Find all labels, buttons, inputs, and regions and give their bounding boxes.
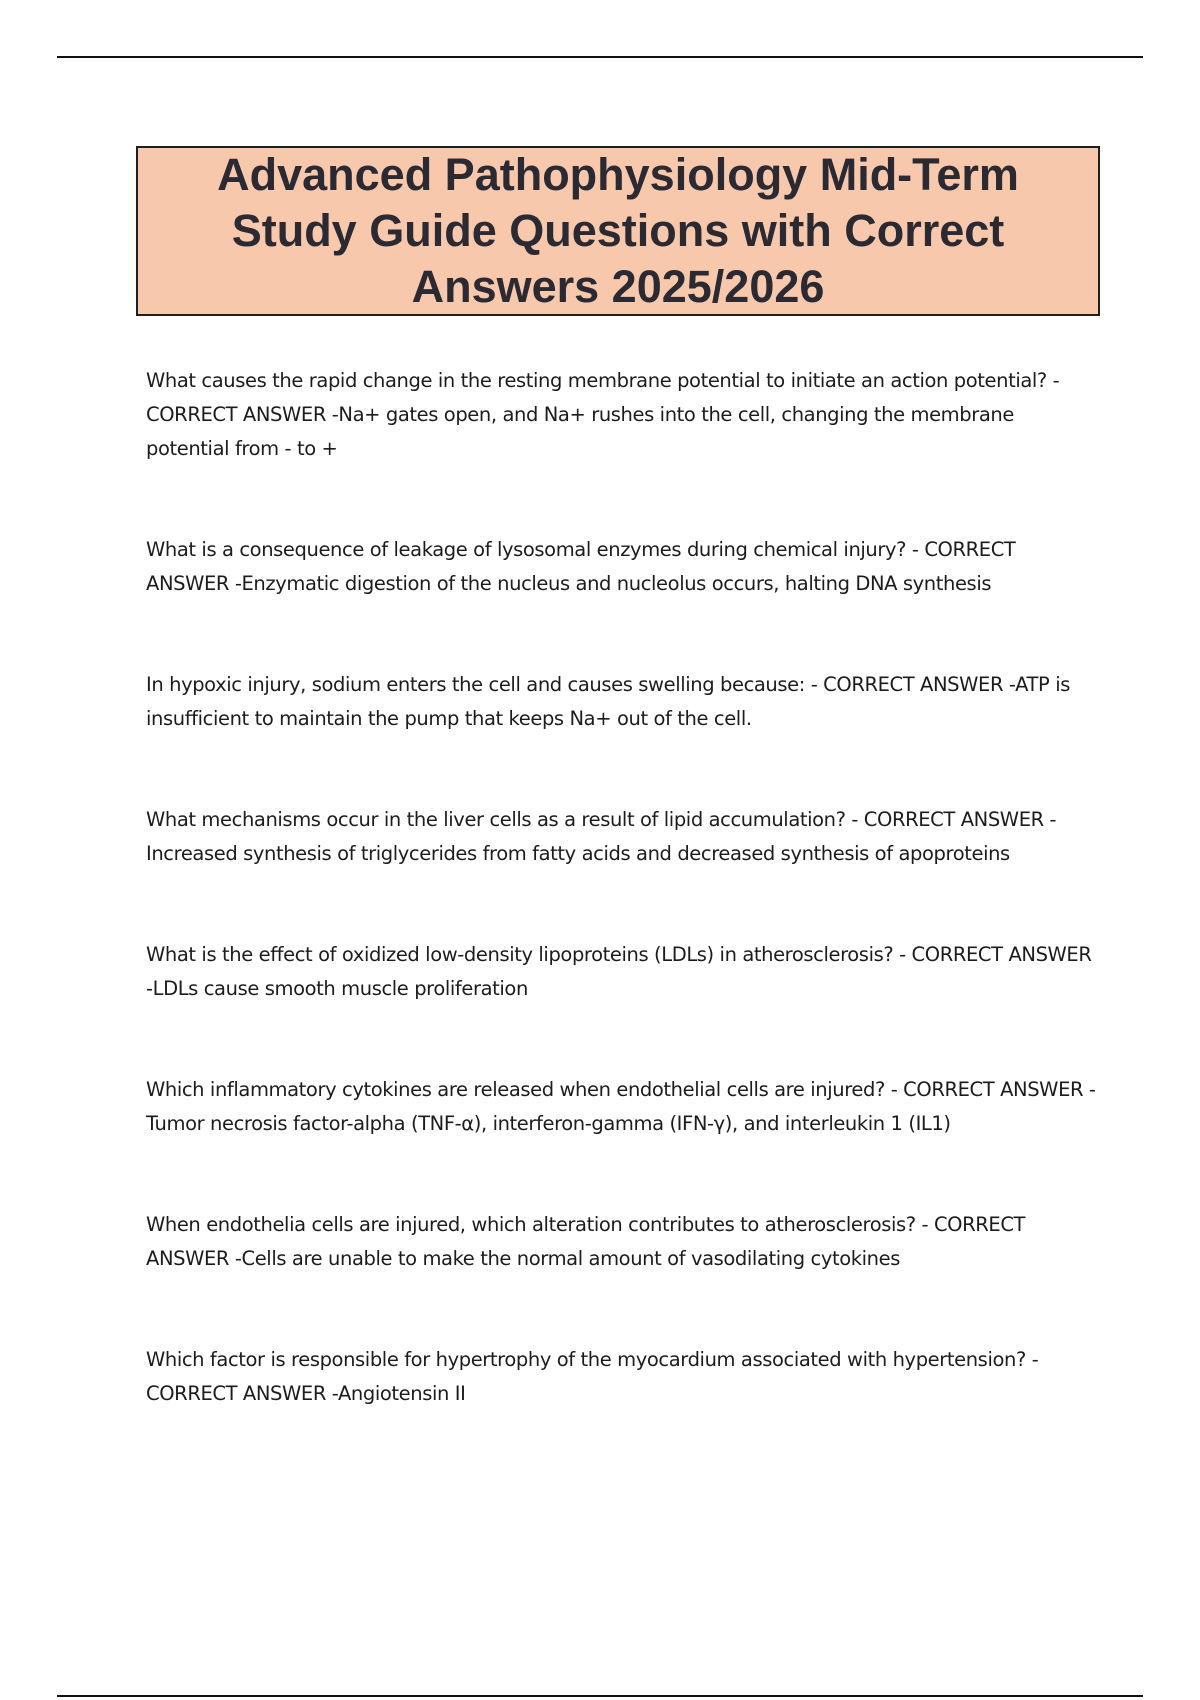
top-divider xyxy=(57,56,1143,58)
document-title: Advanced Pathophysiology Mid-Term Study Guide Questions with Correct Answers 2025/2026 xyxy=(217,149,1019,312)
question-list xyxy=(146,364,1096,1411)
title-banner xyxy=(136,146,1100,316)
question-answer-item: In hypoxic injury, sodium enters the cell and causes swelling because: - CORRECT ANSWER -ATP is insufficient to maintain the pump that keeps Na+ out of the cell. xyxy=(146,673,1070,730)
question-answer-item: Which inflammatory cytokines are released when endothelial cells are injured? - CORRECT ANSWER -Tumor necrosis factor-alpha (TNF-α), interferon-gamma (IFN-γ), and interleukin 1 (IL1) xyxy=(146,1078,1096,1135)
question-answer-item: What mechanisms occur in the liver cells as a result of lipid accumulation? - CORRECT ANSWER -Increased synthesis of triglycerides from fatty acids and decreased synthesis of apoproteins xyxy=(146,808,1057,865)
bottom-divider xyxy=(57,1695,1143,1697)
question-answer-item: What is a consequence of leakage of lysosomal enzymes during chemical injury? - CORRECT ANSWER -Enzymatic digestion of the nucleus and nucleolus occurs, halting DNA synthesis xyxy=(146,538,1016,595)
question-answer-item: Which factor is responsible for hypertrophy of the myocardium associated with hypertension? - CORRECT ANSWER -Angiotensin II xyxy=(146,1348,1039,1405)
question-answer-item: When endothelia cells are injured, which alteration contributes to atherosclerosis? - CORRECT ANSWER -Cells are unable to make the normal amount of vasodilating cytokines xyxy=(146,1213,1026,1270)
question-answer-item: What is the effect of oxidized low-density lipoproteins (LDLs) in atherosclerosis? - CORRECT ANSWER -LDLs cause smooth muscle proliferation xyxy=(146,943,1092,1000)
question-answer-item: What causes the rapid change in the resting membrane potential to initiate an action potential? - CORRECT ANSWER -Na+ gates open, and Na+ rushes into the cell, changing the membrane potential from - to + xyxy=(146,369,1060,460)
